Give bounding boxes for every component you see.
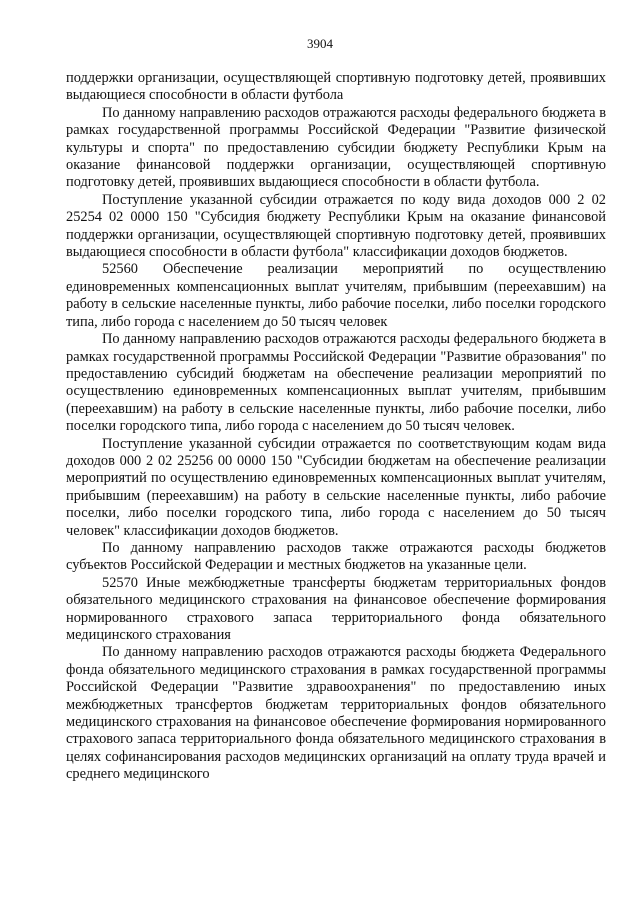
paragraph: По данному направлению расходов отражаются расходы федерального бюджета в рамках государственной программы Российской Федерации "Развитие физической культуры и спорта" по предоставлению субсидии бюджету Республики Крым на оказание финансовой поддержки организации, осуществляющей спортивную подготовку детей, проявивших выдающиеся способности в области футбола.: [66, 104, 606, 191]
paragraph: По данному направлению расходов также отражаются расходы бюджетов субъектов Российской Федерации и местных бюджетов на указанные цели.: [66, 539, 606, 574]
paragraph: По данному направлению расходов отражаются расходы бюджета Федерального фонда обязательного медицинского страхования в рамках государственной программы Российской Федерации "Развитие здравоохранения" по предоставлению иных межбюджетных трансфертов бюджетам территориальных фондов обязательного медицинского страхования на финансовое обеспечение формирования нормированного страхового запаса территориального фонда обязательного медицинского страхования в целях софинансирования расходов медицинских организаций на оплату труда врачей и среднего медицинского: [66, 644, 606, 783]
document-body: [66, 70, 606, 784]
page-number: 3904: [307, 36, 333, 51]
paragraph: Поступление указанной субсидии отражается по коду вида доходов 000 2 02 25254 02 0000 150 "Субсидия бюджету Республики Крым на оказание финансовой поддержки организации, осуществляющей спортивную подготовку детей, проявивших выдающиеся способности в области футбола" классификации доходов бюджетов.: [66, 191, 606, 261]
paragraph: Поступление указанной субсидии отражается по соответствующим кодам вида доходов 000 2 02 25256 00 0000 150 "Субсидии бюджетам на обеспечение реализации мероприятий по осуществлению единовременных компенсационных выплат учителям, прибывшим (переехавшим) на работу в сельские населенные пункты, либо рабочие поселки, либо поселки городского типа, либо города с населением до 50 тысяч человек" классификации доходов бюджетов.: [66, 435, 606, 539]
section-heading-52570: 52570 Иные межбюджетные трансферты бюджетам территориальных фондов обязательного медицинского страхования на финансовое обеспечение формирования нормированного страхового запаса территориального фонда обязательного медицинского страхования: [66, 574, 606, 643]
section-heading-52560: 52560 Обеспечение реализации мероприятий по осуществлению единовременных компенсационных выплат учителям, прибывшим (переехавшим) на работу в сельские населенные пункты, либо рабочие поселки, либо поселки городского типа, либо города с населением до 50 тысяч человек: [66, 261, 606, 330]
paragraph: По данному направлению расходов отражаются расходы федерального бюджета в рамках государственной программы Российской Федерации "Развитие образования" по предоставлению субсидий бюджетам на обеспечение реализации мероприятий по осуществлению единовременных компенсационных выплат учителям, прибывшим (переехавшим) на работу в сельские населенные пункты, либо рабочие поселки, либо поселки городского типа, либо города с населением до 50 тысяч человек.: [66, 331, 606, 435]
paragraph-continuation: поддержки организации, осуществляющей спортивную подготовку детей, проявивших выдающиеся способности в области футбола: [66, 70, 606, 104]
